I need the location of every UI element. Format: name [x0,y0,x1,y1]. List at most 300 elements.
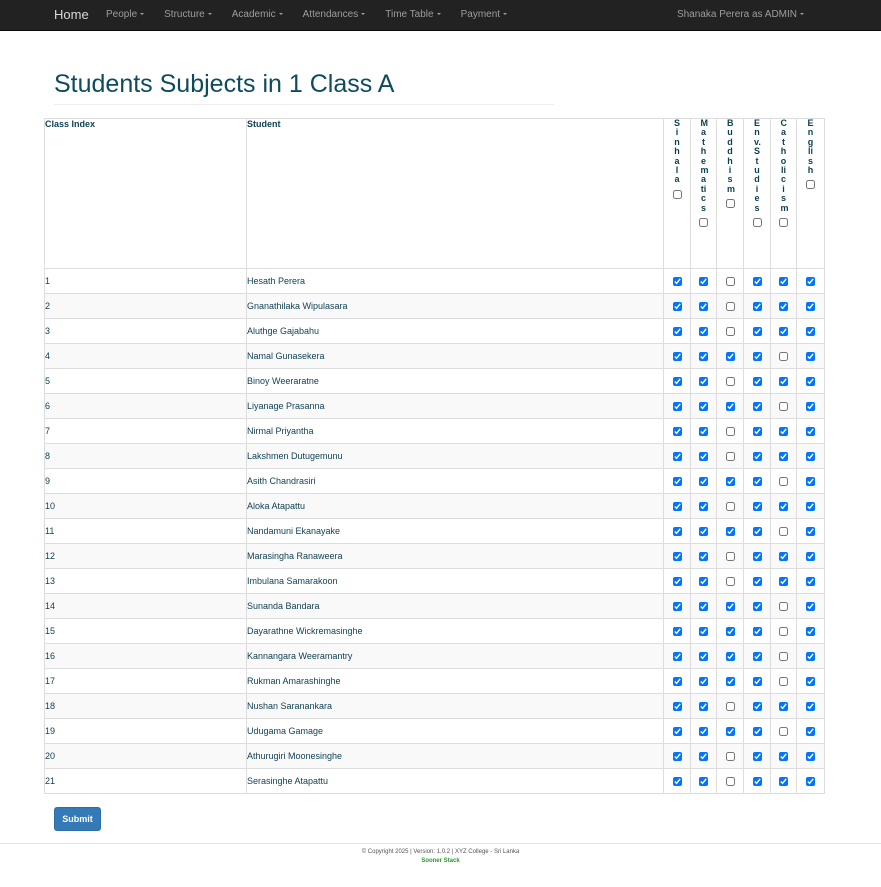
subject-checkbox[interactable] [726,277,735,286]
subject-cell [771,444,797,469]
subject-cell [744,719,771,744]
subject-cell [664,694,691,719]
subject-checkbox[interactable] [726,427,735,436]
subject-checkbox[interactable] [806,302,815,311]
subject-cell [771,469,797,494]
subject-checkbox[interactable] [753,752,762,761]
student-name-cell: Serasinghe Atapattu [247,769,664,794]
subject-cell [771,494,797,519]
subject-checkbox[interactable] [699,502,708,511]
subject-cell [664,319,691,344]
subject-checkbox[interactable] [779,277,788,286]
subject-checkbox[interactable] [726,352,735,361]
subject-cell [691,594,717,619]
subject-cell [664,769,691,794]
title-divider [54,104,554,105]
subject-name: English [807,118,814,176]
nav-item-label: Time Table [385,9,434,20]
subject-cell [717,494,744,519]
subject-checkbox[interactable] [673,502,682,511]
caret-down-icon [800,13,804,15]
subject-cell [691,469,717,494]
nav-item-payment[interactable] [461,0,507,30]
class-index-cell: 17 [45,669,247,694]
subject-cell [771,269,797,294]
subject-checkbox[interactable] [806,677,815,686]
student-name-cell: Aluthge Gajabahu [247,319,664,344]
subject-checkbox[interactable] [699,652,708,661]
student-name-cell: Sunanda Bandara [247,594,664,619]
subject-cell [691,344,717,369]
subject-checkbox[interactable] [699,477,708,486]
subject-checkbox[interactable] [753,677,762,686]
subject-checkbox[interactable] [806,477,815,486]
subject-checkbox[interactable] [806,277,815,286]
subject-checkbox[interactable] [753,602,762,611]
subject-checkbox[interactable] [779,627,788,636]
subject-checkbox[interactable] [726,577,735,586]
subject-checkbox[interactable] [673,452,682,461]
caret-down-icon [437,13,441,15]
subject-checkbox[interactable] [673,277,682,286]
class-index-cell: 18 [45,694,247,719]
subject-name: Sinhala [674,118,681,185]
subject-cell [771,619,797,644]
table-row [45,644,825,669]
class-index-cell: 15 [45,619,247,644]
subject-checkbox[interactable] [753,627,762,636]
subject-cell [691,569,717,594]
subject-checkbox[interactable] [673,727,682,736]
subject-cell [797,394,825,419]
subject-cell [744,669,771,694]
subject-checkbox[interactable] [806,327,815,336]
table-row [45,444,825,469]
nav-item-label: Payment [460,9,501,20]
subject-cell [797,344,825,369]
subject-checkbox[interactable] [726,627,735,636]
subject-checkbox[interactable] [726,527,735,536]
table-row [45,369,825,394]
subject-cell [664,744,691,769]
subject-cell [691,494,717,519]
subject-checkbox[interactable] [779,777,788,786]
subject-cell [691,294,717,319]
student-name-cell: Gnanathilaka Wipulasara [247,294,664,319]
subject-cell [797,619,825,644]
table-body [45,269,825,794]
table-row [45,619,825,644]
table-header-row [45,119,825,269]
class-index-cell: 20 [45,744,247,769]
student-name-cell: Nushan Saranankara [247,694,664,719]
caret-down-icon [279,13,283,15]
subject-checkbox[interactable] [699,602,708,611]
table-row [45,494,825,519]
subject-checkbox[interactable] [779,677,788,686]
subject-checkbox[interactable] [699,277,708,286]
subject-checkbox[interactable] [753,402,762,411]
student-name-cell: Aloka Atapattu [247,494,664,519]
subject-cell [664,594,691,619]
subject-checkbox[interactable] [753,277,762,286]
subject-checkbox[interactable] [806,702,815,711]
subject-checkbox[interactable] [753,477,762,486]
subject-checkbox[interactable] [806,377,815,386]
subject-cell [744,369,771,394]
subject-checkbox[interactable] [699,777,708,786]
nav-item-attendances[interactable] [303,0,366,30]
subject-checkbox[interactable] [779,477,788,486]
select-all-subject-checkbox[interactable] [806,180,815,189]
subject-name: Catholicism [780,118,789,213]
subject-cell [744,694,771,719]
student-name-cell: Lakshmen Dutugemunu [247,444,664,469]
submit-button[interactable]: Submit [54,807,101,831]
subject-cell [797,694,825,719]
nav-item-label: Academic [231,9,276,20]
nav-user-menu[interactable] [677,0,804,30]
subject-checkbox[interactable] [699,302,708,311]
subject-cell [744,419,771,444]
subject-checkbox[interactable] [699,752,708,761]
subject-checkbox[interactable] [726,477,735,486]
subject-cell [664,619,691,644]
subject-checkbox[interactable] [806,427,815,436]
subject-cell [664,519,691,544]
subject-cell [717,569,744,594]
subject-checkbox[interactable] [726,377,735,386]
subject-checkbox[interactable] [806,627,815,636]
select-all-subject-checkbox[interactable] [699,218,708,227]
subject-checkbox[interactable] [699,352,708,361]
subject-cell [797,469,825,494]
subject-checkbox[interactable] [699,452,708,461]
subject-cell [717,519,744,544]
subject-checkbox[interactable] [753,577,762,586]
select-all-subject-checkbox[interactable] [753,218,762,227]
subject-cell [797,444,825,469]
nav-item-structure[interactable] [164,0,212,30]
subject-checkbox[interactable] [779,427,788,436]
subject-cell [717,344,744,369]
select-all-subject-checkbox[interactable] [779,218,788,227]
subject-cell [771,419,797,444]
table-row [45,269,825,294]
subject-checkbox[interactable] [673,602,682,611]
subject-checkbox[interactable] [806,752,815,761]
class-index-cell: 9 [45,469,247,494]
footer-copyright: © Copyright 2025 | Version: 1.0.2 | XYZ College - Sri Lanka [361,849,520,855]
subject-checkbox[interactable] [779,652,788,661]
subject-cell [797,294,825,319]
subject-cell [691,319,717,344]
student-name-cell: Namal Gunasekera [247,344,664,369]
student-name-cell: Kannangara Weeramantry [247,644,664,669]
subject-checkbox[interactable] [779,577,788,586]
subject-cell [744,744,771,769]
subject-cell [664,444,691,469]
subject-cell [664,394,691,419]
subject-cell [717,419,744,444]
subject-checkbox[interactable] [673,652,682,661]
subject-cell [717,469,744,494]
subject-checkbox[interactable] [753,377,762,386]
subject-cell [664,669,691,694]
subject-checkbox[interactable] [699,627,708,636]
subject-cell [797,719,825,744]
subject-cell [664,344,691,369]
subject-cell [717,769,744,794]
class-index-cell: 3 [45,319,247,344]
subject-checkbox[interactable] [726,652,735,661]
column-header-student: Student [247,119,664,269]
caret-down-icon [208,13,212,15]
subject-checkbox[interactable] [673,527,682,536]
subject-checkbox[interactable] [726,327,735,336]
subject-checkbox[interactable] [779,402,788,411]
caret-down-icon [361,13,365,15]
subject-checkbox[interactable] [726,727,735,736]
class-index-cell: 2 [45,294,247,319]
subject-cell [771,544,797,569]
subject-checkbox[interactable] [779,452,788,461]
subject-checkbox[interactable] [673,577,682,586]
subject-cell [744,619,771,644]
subject-checkbox[interactable] [806,352,815,361]
subject-checkbox[interactable] [699,402,708,411]
nav-item-time-table[interactable] [385,0,440,30]
subject-checkbox[interactable] [779,702,788,711]
student-name-cell: Liyanage Prasanna [247,394,664,419]
class-index-cell: 7 [45,419,247,444]
subject-cell [717,744,744,769]
subject-checkbox[interactable] [753,502,762,511]
subject-checkbox[interactable] [806,777,815,786]
footer-brand: Sooner Stack [421,858,460,864]
subject-checkbox[interactable] [779,727,788,736]
subject-checkbox[interactable] [806,577,815,586]
subject-cell [744,769,771,794]
subject-cell [691,369,717,394]
subject-checkbox[interactable] [753,702,762,711]
subject-checkbox[interactable] [779,377,788,386]
subject-checkbox[interactable] [779,327,788,336]
subject-checkbox[interactable] [673,552,682,561]
student-name-cell: Imbulana Samarakoon [247,569,664,594]
subject-cell [744,469,771,494]
select-all-subject-checkbox[interactable] [673,190,682,199]
subject-checkbox[interactable] [673,352,682,361]
student-name-cell: Nirmal Priyantha [247,419,664,444]
subject-cell [717,269,744,294]
subject-checkbox[interactable] [726,602,735,611]
table-row [45,294,825,319]
subject-checkbox[interactable] [726,752,735,761]
subject-cell [691,619,717,644]
subject-cell [717,594,744,619]
class-index-cell: 13 [45,569,247,594]
subject-cell [717,644,744,669]
class-index-cell: 16 [45,644,247,669]
nav-item-label: People [106,9,138,20]
subject-checkbox[interactable] [753,527,762,536]
subject-checkbox[interactable] [779,352,788,361]
student-name-cell: Dayarathne Wickremasinghe [247,619,664,644]
subject-checkbox[interactable] [699,727,708,736]
subject-cell [664,569,691,594]
column-header-subject [691,119,717,269]
column-header-subject [664,119,691,269]
subject-cell [771,369,797,394]
class-index-cell: 1 [45,269,247,294]
subject-checkbox[interactable] [726,402,735,411]
subject-cell [717,369,744,394]
subject-cell [717,319,744,344]
subject-checkbox[interactable] [779,502,788,511]
subject-cell [797,594,825,619]
subject-checkbox[interactable] [726,777,735,786]
subject-checkbox[interactable] [699,552,708,561]
subject-checkbox[interactable] [806,652,815,661]
student-name-cell: Athurugiri Moonesinghe [247,744,664,769]
subject-checkbox[interactable] [779,527,788,536]
subject-checkbox[interactable] [699,577,708,586]
subject-checkbox[interactable] [726,452,735,461]
subject-checkbox[interactable] [753,327,762,336]
subject-cell [744,269,771,294]
page-title: Students Subjects in 1 Class A [54,70,395,98]
subject-checkbox[interactable] [779,302,788,311]
subject-checkbox[interactable] [753,777,762,786]
table-row [45,694,825,719]
subject-checkbox[interactable] [673,752,682,761]
subject-checkbox[interactable] [673,702,682,711]
subject-cell [717,444,744,469]
subject-cell [744,494,771,519]
subject-checkbox[interactable] [753,552,762,561]
subject-cell [771,569,797,594]
subject-checkbox[interactable] [673,477,682,486]
subject-cell [691,669,717,694]
nav-item-academic[interactable] [232,0,283,30]
subject-checkbox[interactable] [753,452,762,461]
subject-checkbox[interactable] [753,302,762,311]
subject-checkbox[interactable] [753,352,762,361]
subject-checkbox[interactable] [673,377,682,386]
subject-checkbox[interactable] [806,527,815,536]
table-row [45,669,825,694]
subject-cell [797,644,825,669]
subject-cell [717,294,744,319]
subject-cell [744,319,771,344]
nav-home-link[interactable]: Home [54,7,89,22]
subject-checkbox[interactable] [699,677,708,686]
subject-checkbox[interactable] [779,602,788,611]
subject-checkbox[interactable] [806,727,815,736]
subject-checkbox[interactable] [806,402,815,411]
subject-cell [744,344,771,369]
subject-cell [797,494,825,519]
subject-cell [691,519,717,544]
class-index-cell: 19 [45,719,247,744]
student-name-cell: Marasingha Ranaweera [247,544,664,569]
table-row [45,469,825,494]
subject-checkbox[interactable] [806,452,815,461]
subject-cell [744,394,771,419]
subject-checkbox[interactable] [726,702,735,711]
subject-cell [771,694,797,719]
subject-checkbox[interactable] [806,502,815,511]
subject-checkbox[interactable] [726,302,735,311]
subject-checkbox[interactable] [726,502,735,511]
subject-checkbox[interactable] [753,427,762,436]
subject-checkbox[interactable] [673,627,682,636]
subject-cell [744,594,771,619]
subject-checkbox[interactable] [673,302,682,311]
subject-cell [664,369,691,394]
subject-cell [664,544,691,569]
subject-cell [744,519,771,544]
subject-cell [744,569,771,594]
subject-cell [771,594,797,619]
subject-cell [771,744,797,769]
subject-checkbox[interactable] [779,552,788,561]
subject-cell [771,519,797,544]
subject-cell [664,469,691,494]
subject-name: Buddhism [727,118,736,194]
subject-checkbox[interactable] [806,552,815,561]
subject-checkbox[interactable] [753,652,762,661]
student-name-cell: Asith Chandrasiri [247,469,664,494]
subject-cell [664,269,691,294]
subject-cell [797,369,825,394]
subject-checkbox[interactable] [753,727,762,736]
select-all-subject-checkbox[interactable] [726,199,735,208]
subject-checkbox[interactable] [673,427,682,436]
column-header-subject [771,119,797,269]
subject-cell [771,669,797,694]
subject-checkbox[interactable] [699,327,708,336]
nav-item-label: Structure [164,9,205,20]
column-header-subject [717,119,744,269]
subject-checkbox[interactable] [806,602,815,611]
subject-checkbox[interactable] [699,527,708,536]
top-navbar [0,0,881,31]
student-name-cell: Rukman Amarashinghe [247,669,664,694]
subject-checkbox[interactable] [726,552,735,561]
subject-checkbox[interactable] [779,752,788,761]
column-header-subject [797,119,825,269]
table-row [45,519,825,544]
subject-cell [664,719,691,744]
caret-down-icon [140,13,144,15]
subject-checkbox[interactable] [673,402,682,411]
subject-checkbox[interactable] [726,677,735,686]
class-index-cell: 4 [45,344,247,369]
subject-checkbox[interactable] [673,327,682,336]
subject-checkbox[interactable] [673,677,682,686]
nav-item-people[interactable] [106,0,144,30]
subject-checkbox[interactable] [699,377,708,386]
subject-name: Env. Studies [754,118,761,213]
subject-checkbox[interactable] [699,702,708,711]
subject-checkbox[interactable] [699,427,708,436]
subject-cell [664,294,691,319]
subject-cell [797,544,825,569]
class-index-cell: 11 [45,519,247,544]
subject-checkbox[interactable] [673,777,682,786]
